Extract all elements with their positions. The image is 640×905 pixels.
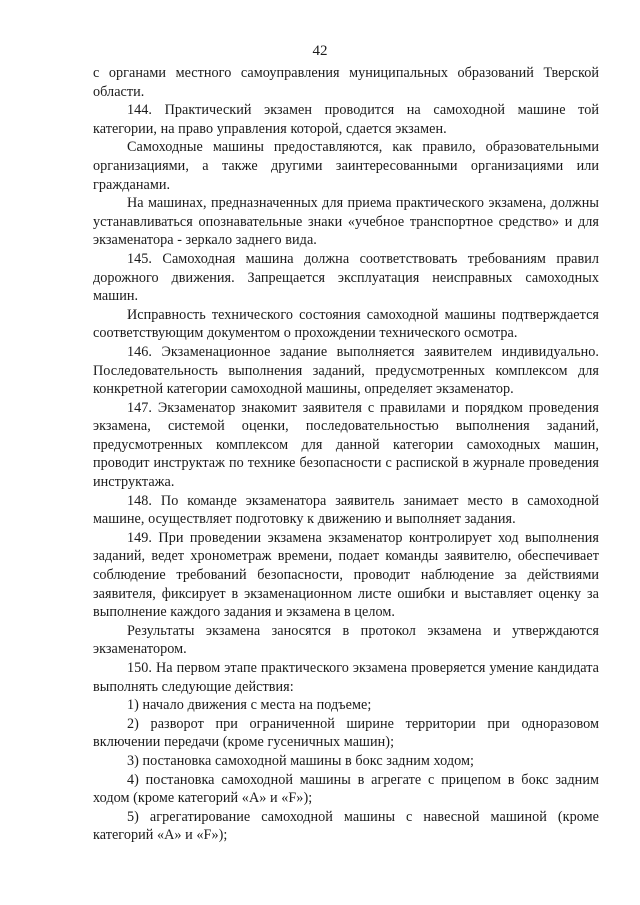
paragraph-4: 145. Самоходная машина должна соответствовать требованиям правил дорожного движения. Запрещается эксплуатация неисправных самоходных машин.	[93, 250, 599, 305]
list-item-2: 2) разворот при ограниченной ширине территории при одноразовом включении передачи (кроме гусеничных машин);	[93, 715, 599, 751]
paragraph-9: 149. При проведении экзамена экзаменатор контролирует ход выполнения заданий, ведет хронометраж времени, подает команды заявителю, обеспечивает соблюдение требований безопасности, проводит наблюдение за действиями заявителя, фиксирует в экзаменационном листе ошибки и выставляет оценку за выполнение каждого задания и экзамена в целом.	[93, 529, 599, 621]
list-item-3: 3) постановка самоходной машины в бокс задним ходом;	[127, 752, 474, 769]
list-item-5: 5) агрегатирование самоходной машины с навесной машиной (кроме категорий «А» и «F»);	[93, 808, 599, 844]
list-item-1: 1) начало движения с места на подъеме;	[127, 697, 372, 714]
paragraph-10: Результаты экзамена заносятся в протокол экзамена и утверждаются экзаменатором.	[93, 622, 599, 658]
paragraph-6: 146. Экзаменационное задание выполняется заявителем индивидуально. Последовательность выполнения заданий, предусмотренных комплексом для конкретной категории самоходной машины, определяет экзаменатор.	[93, 343, 599, 398]
document-body	[93, 64, 599, 845]
paragraph-7: 147. Экзаменатор знакомит заявителя с правилами и порядком проведения экзамена, системой оценки, последовательностью выполнения заданий, предусмотренных комплексом для данной категории самоходных машин, проводит инструктаж по технике безопасности с распиской в журнале проведения инструктажа.	[93, 399, 599, 491]
paragraph-3: На машинах, предназначенных для приема практического экзамена, должны устанавливаться опознавательные знаки «учебное транспортное средство» и для экзаменатора - зеркало заднего вида.	[93, 195, 599, 249]
paragraph-1: 144. Практический экзамен проводится на самоходной машине той категории, на право управления которой, сдается экзамен.	[93, 102, 599, 137]
paragraph-8: 148. По команде экзаменатора заявитель занимает место в самоходной машине, осуществляет подготовку к движению и выполняет задания.	[93, 492, 599, 528]
paragraph-0: с органами местного самоуправления муниципальных образований Тверской области.	[93, 65, 599, 100]
paragraph-2: Самоходные машины предоставляются, как правило, образовательными организациями, а также другими заинтересованными организациями или гражданами.	[93, 139, 599, 193]
page-number: 42	[312, 43, 328, 59]
paragraph-5: Исправность технического состояния самоходной машины подтверждается соответствующим документом о прохождении технического осмотра.	[93, 306, 599, 342]
list-item-4: 4) постановка самоходной машины в агрегате с прицепом в бокс задним ходом (кроме категорий «А» и «F»);	[93, 771, 599, 807]
paragraph-11: 150. На первом этапе практического экзамена проверяется умение кандидата выполнять следующие действия:	[93, 660, 599, 695]
